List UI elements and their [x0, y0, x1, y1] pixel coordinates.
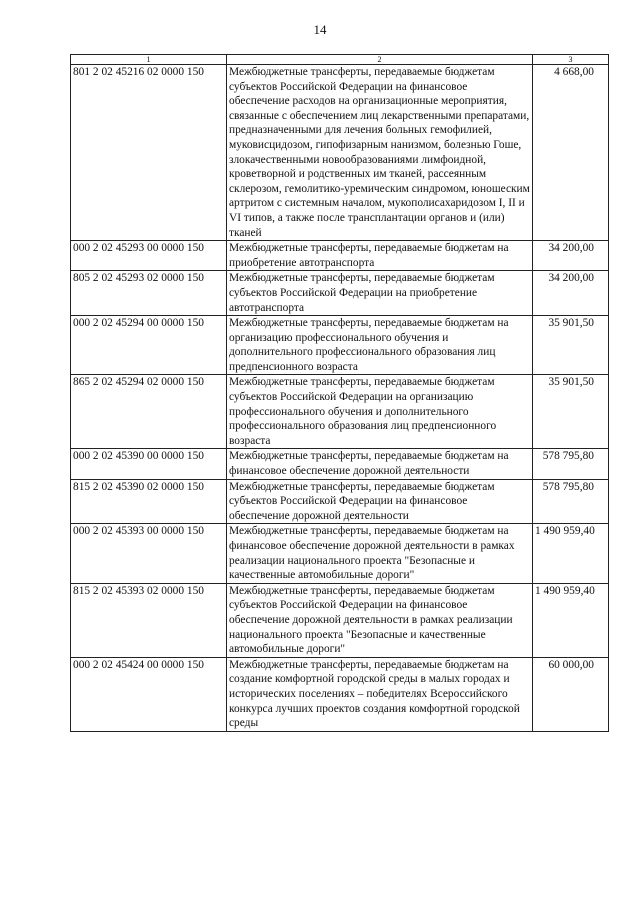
- table-row: [71, 271, 609, 316]
- header-row: [71, 55, 609, 65]
- row-amount: 35 901,50: [533, 316, 609, 375]
- row-amount: 60 000,00: [533, 657, 609, 731]
- row-description: Межбюджетные трансферты, передаваемые бюджетам на приобретение автотранспорта: [227, 241, 533, 271]
- row-amount: 578 795,80: [533, 479, 609, 524]
- row-description: Межбюджетные трансферты, передаваемые бюджетам субъектов Российской Федерации на финансовое обеспечение расходов на организационные мероприятия, связанные с обеспечением лиц лекарственными препаратами, предназначенными для лечения больных гемофилией, муковисцидозом, гипофизарным нанизмом, болезнью Гоше, злокачественными новообразованиями лимфоидной, кроветворной и родственных им тканей, рассеянным склерозом, гемолитико-уремическим синдромом, юношеским артритом с системным началом, мукополисахаридозом I, II и VI типов, а также после трансплантации органов и (или) тканей: [227, 65, 533, 241]
- budget-code: 815 2 02 45390 02 0000 150: [71, 479, 227, 524]
- budget-code: 000 2 02 45393 00 0000 150: [71, 524, 227, 583]
- budget-code: 805 2 02 45293 02 0000 150: [71, 271, 227, 316]
- row-amount: 34 200,00: [533, 241, 609, 271]
- budget-code: 865 2 02 45294 02 0000 150: [71, 375, 227, 449]
- row-amount: 1 490 959,40: [533, 583, 609, 657]
- row-description: Межбюджетные трансферты, передаваемые бюджетам на организацию профессионального обучения и дополнительного профессионального образования лиц предпенсионного возраста: [227, 316, 533, 375]
- row-description: Межбюджетные трансферты, передаваемые бюджетам на финансовое обеспечение дорожной деятельности в рамках реализации национального проекта "Безопасные и качественные автомобильные дороги": [227, 524, 533, 583]
- table-row: [71, 65, 609, 241]
- row-amount: 34 200,00: [533, 271, 609, 316]
- row-description: Межбюджетные трансферты, передаваемые бюджетам субъектов Российской Федерации на финансовое обеспечение дорожной деятельности: [227, 479, 533, 524]
- budget-table: [70, 54, 609, 732]
- row-description: Межбюджетные трансферты, передаваемые бюджетам субъектов Российской Федерации на финансовое обеспечение дорожной деятельности в рамках реализации национального проекта "Безопасные и качественные автомобильные дороги": [227, 583, 533, 657]
- column-header-amount: 3: [533, 55, 609, 65]
- table-row: [71, 583, 609, 657]
- row-amount: 578 795,80: [533, 449, 609, 479]
- row-description: Межбюджетные трансферты, передаваемые бюджетам на создание комфортной городской среды в малых городах и исторических поселениях – победителях Всероссийского конкурса лучших проектов создания комфортной городской среды: [227, 657, 533, 731]
- row-amount: 4 668,00: [533, 65, 609, 241]
- column-header-code: 1: [71, 55, 227, 65]
- budget-code: 000 2 02 45293 00 0000 150: [71, 241, 227, 271]
- row-amount: 35 901,50: [533, 375, 609, 449]
- table-row: [71, 449, 609, 479]
- row-description: Межбюджетные трансферты, передаваемые бюджетам субъектов Российской Федерации на организацию профессионального обучения и дополнительного профессионального образования лиц предпенсионного возраста: [227, 375, 533, 449]
- column-header-description: 2: [227, 55, 533, 65]
- table-row: [71, 375, 609, 449]
- budget-code: 000 2 02 45390 00 0000 150: [71, 449, 227, 479]
- budget-code: 000 2 02 45294 00 0000 150: [71, 316, 227, 375]
- page-number: 14: [313, 22, 327, 37]
- table-row: [71, 524, 609, 583]
- row-description: Межбюджетные трансферты, передаваемые бюджетам на финансовое обеспечение дорожной деятельности: [227, 449, 533, 479]
- table-row: [71, 316, 609, 375]
- budget-code: 801 2 02 45216 02 0000 150: [71, 65, 227, 241]
- table-row: [71, 479, 609, 524]
- row-description: Межбюджетные трансферты, передаваемые бюджетам субъектов Российской Федерации на приобретение автотранспорта: [227, 271, 533, 316]
- row-amount: 1 490 959,40: [533, 524, 609, 583]
- budget-code: 815 2 02 45393 02 0000 150: [71, 583, 227, 657]
- budget-code: 000 2 02 45424 00 0000 150: [71, 657, 227, 731]
- table-row: [71, 241, 609, 271]
- table-row: [71, 657, 609, 731]
